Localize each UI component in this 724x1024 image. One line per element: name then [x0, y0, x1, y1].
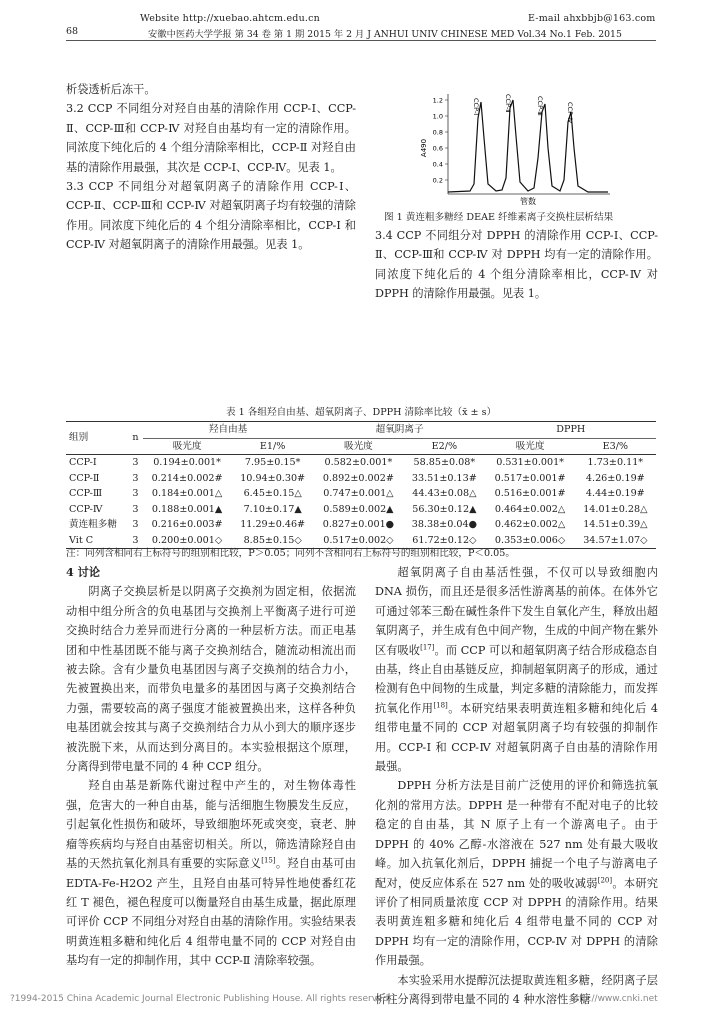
th-sub: 吸光度 — [486, 438, 575, 455]
text-span: 。而 CCP 可以和超氧阴离子结合形成稳态自由基，终止自由基链反应，抑制超氧阴离子的形成，通过检测有色中间物的生成量，判定多糖的清除能力，而发挥抗氧化作用 — [375, 643, 658, 715]
y-tick-label: 0.6 — [432, 144, 443, 153]
copyright-text: ?1994-2015 China Academic Journal Electronic Publishing House. All rights reserved. — [10, 994, 392, 1004]
table-cell: 0.516±0.001# — [494, 488, 566, 499]
section-3-4: 3.4 CCP 不同组分对 DPPH 的清除作用 CCP-Ⅰ、CCP-Ⅱ、CCP-Ⅲ和 CCP-Ⅳ 对 DPPH 均有一定的清除作用。同浓度下纯化后的 4 个组分清除率相比，CCP-Ⅳ 对 DPPH 的清除作用最强。见表 1。 — [375, 229, 658, 301]
superoxide-paragraph — [375, 563, 658, 776]
citation: [17] — [420, 642, 435, 651]
journal-line: 安徽中医药大学学报 第 34 卷 第 1 期 2015 年 2 月 J ANHUI UNIV CHINESE MED Vol.34 No.1 Feb. 2015 — [148, 29, 622, 40]
page-number: 68 — [66, 26, 79, 37]
table-1 — [66, 421, 656, 549]
right-column-upper — [375, 226, 658, 304]
x-axis-label: 管数 — [520, 197, 536, 206]
discussion-paragraph-2 — [66, 776, 356, 970]
table-cell: 56.30±0.12▲ — [412, 503, 477, 515]
peak-label-ccp-3: CCP-Ⅲ — [536, 96, 544, 116]
peak-label-ccp-4: CCP-Ⅳ — [566, 102, 574, 124]
table-cell: 14.51±0.39△ — [583, 519, 648, 530]
table-cell: 11.29±0.46# — [240, 519, 306, 530]
text-span: DPPH 分析方法是目前广泛使用的评价和筛选抗氧化剂的常用方法。DPPH 是一种带有不配对电子的比较稳定的自由基，其 N 原子上有一个游离电子。由于 DPPH 的 40% 乙醇-水溶液在 527 nm 处有最大吸收峰。加入抗氧化剂后，DPPH 捕捉一个电子与游离电子配对，使反应体系在 527 nm 处的吸收减弱 — [375, 779, 658, 890]
table-row — [66, 517, 656, 533]
y-tick-label: 1.0 — [432, 112, 443, 121]
table-cell: 7.95±0.15* — [244, 457, 301, 468]
th-sub: E3/% — [575, 438, 656, 455]
table-cell: 4.44±0.19# — [585, 488, 645, 499]
th-hydroxyl: 羟自由基 — [143, 422, 314, 439]
table-cell: 0.462±0.002△ — [494, 519, 566, 530]
table-cell: 14.01±0.28△ — [583, 503, 648, 515]
table-cell: 10.94±0.30# — [240, 472, 306, 484]
th-group: 组别 — [66, 422, 128, 455]
table-cell: 34.57±1.07◇ — [575, 533, 656, 549]
right-column-lower — [375, 563, 658, 1009]
row-n: 3 — [132, 519, 139, 530]
th-sub: E1/% — [232, 438, 314, 455]
text-span: 。本研究评价了相同质量浓度 CCP 对 DPPH 的清除作用。结果表明黄连粗多糖和纯化后 4 组带电量不同的 CCP 对 DPPH 均有一定的清除作用，CCP-Ⅳ 对 DPPH 的清除作用最强。 — [375, 876, 658, 968]
table-cell: 0.214±0.002# — [151, 472, 223, 484]
table-cell: 0.200±0.001◇ — [143, 533, 232, 549]
table-row — [66, 502, 656, 518]
th-sub: E2/% — [403, 438, 485, 455]
figure-1-caption: 图 1 黄连粗多糖经 DEAE 纤维素离子交换柱层析结果 — [384, 212, 614, 223]
table-cell: 8.85±0.15◇ — [232, 533, 314, 549]
table-cell: 0.353±0.006◇ — [486, 533, 575, 549]
elution-curve — [448, 100, 608, 192]
row-n: 3 — [132, 472, 139, 484]
y-tick-label: 1.2 — [432, 96, 443, 105]
y-tick-label: 0.4 — [432, 160, 443, 169]
table-cell: 0.892±0.002# — [322, 472, 394, 484]
row-label: CCP-Ⅳ — [69, 503, 103, 515]
row-label: Vit C — [66, 533, 128, 549]
table-row — [66, 471, 656, 487]
table-cell: 0.747±0.001△ — [323, 488, 394, 499]
table-1-title: 表 1 各组羟自由基、超氧阴离子、DPPH 清除率比较（x̄ ± s） — [226, 407, 497, 418]
peak-label-ccp-2: CCP-Ⅱ — [504, 94, 512, 113]
table-cell: 61.72±0.12◇ — [403, 533, 485, 549]
table-row — [66, 486, 656, 502]
discussion-paragraph-1: 阴离子交换层析是以阴离子交换剂为固定相，依据流动相中组分所含的负电基团与交换剂上平衡离子进行可逆交换时结合力差异而进行分离的一种层析方法。而正电基团和中性基团既不能与离子交换剂结合，随流动相流出而被去除。含有少量负电基团因与离子交换剂的结合力小，先被置换出来，而带负电量多的基团因与离子交换剂结合力强，需要较高的离子强度才能被置换出来，这样各种负电基团就会按其与离子交换剂结合力从小到大的顺序逐步被洗脱下来，从而达到分离目的。本实验根据这个原理，分离得到带电量不同的 4 种 CCP 组分。 — [66, 585, 356, 774]
table-body — [66, 455, 656, 549]
table-cell: 0.827±0.001● — [322, 519, 395, 530]
row-n: 3 — [132, 457, 139, 468]
row-n: 3 — [128, 533, 142, 549]
citation: [20] — [597, 875, 613, 884]
table-cell: 6.45±0.15△ — [243, 488, 302, 499]
table-cell: 33.51±0.13# — [411, 472, 477, 484]
th-superoxide: 超氧阴离子 — [314, 422, 486, 439]
text-span: 超氧阴离子自由基活性强，不仅可以导致细胞内 DNA 损伤，而且还是很多活性游离基的前体。在体外它可通过邻苯三酚在碱性条件下发生自氧化产生，释放出超氧阴离子，并生成有色中间产物，生成的中间产物在紫外区有吸收 — [375, 566, 658, 657]
table-cell: 0.184±0.001△ — [151, 488, 223, 499]
text-span: 。羟自由基可由 EDTA-Fe-H2O2 产生，且羟自由基可特异性地使番红花红 T 褪色，褪色程度可以衡量羟自由基生成量，据此原理可评价 CCP 不同组分对羟自由基的清除作用。实验结果表明黄连粗多糖和纯化后 4 组带电量不同的 CCP 对羟自由基均有一定的抑制作用，其中 CCP-Ⅱ 清除率较强。 — [66, 857, 356, 968]
header-rule — [66, 40, 656, 41]
th-n: n — [128, 422, 142, 455]
footer-url[interactable]: http://www.cnki.net — [570, 994, 658, 1004]
header-email: E-mail ahxbbjb@163.com — [528, 13, 656, 24]
row-label: CCP-Ⅱ — [69, 472, 100, 484]
section-3-3: 3.3 CCP 不同组分对超氧阴离子的清除作用 CCP-Ⅰ、CCP-Ⅱ、CCP-Ⅲ和 CCP-Ⅳ 对超氧阴离子均有较强的清除作用。同浓度下纯化后的 4 个组分清除率相比，CCP-Ⅰ 和 CCP-Ⅳ 对超氧阴离子的清除作用最强。见表 1。 — [66, 180, 356, 252]
th-sub: 吸光度 — [314, 438, 403, 455]
citation: [15] — [261, 856, 276, 865]
y-ticks — [433, 97, 448, 185]
table-cell: 4.26±0.19# — [585, 472, 645, 484]
y-tick-label: 0.2 — [432, 176, 443, 185]
table-cell: 0.517±0.001# — [494, 472, 566, 484]
text-span: 。本研究结果表明黄连粗多糖和纯化后 4 组带电量不同的 CCP 对超氧阴离子均有较强的抑制作用。CCP-Ⅰ 和 CCP-Ⅳ 对超氧阴离子自由基的清除作用最强。 — [375, 701, 658, 774]
conclusion-paragraph: 本实验采用水提醇沉法提取黄连粗多糖，经阴离子层析柱分离得到带电量不同的 4 种水溶性多糖 — [375, 973, 658, 1006]
table-row — [66, 455, 656, 471]
table-cell: 38.38±0.04● — [411, 519, 477, 530]
y-axis-label: A490 — [420, 138, 428, 158]
row-label: CCP-Ⅲ — [69, 488, 103, 499]
table-cell: 0.517±0.002◇ — [314, 533, 403, 549]
left-column-upper — [66, 80, 356, 255]
th-sub: 吸光度 — [143, 438, 232, 455]
figure-1-chromatogram — [418, 88, 618, 206]
section-4-heading: 4 讨论 — [66, 565, 101, 579]
table-cell: 0.188±0.001▲ — [151, 503, 223, 515]
y-tick-label: 0.8 — [432, 128, 443, 137]
table-cell: 0.216±0.003# — [151, 519, 223, 530]
th-dpph: DPPH — [486, 422, 656, 439]
header-website: Website http://xuebao.ahtcm.edu.cn — [140, 13, 320, 24]
row-label: 黄连粗多糖 — [69, 519, 117, 530]
table-cell: 44.43±0.08△ — [412, 488, 477, 499]
row-n: 3 — [132, 488, 139, 499]
table-cell: 58.85±0.08* — [413, 457, 476, 468]
table-cell: 0.531±0.001* — [496, 457, 564, 468]
table-cell: 0.589±0.002▲ — [323, 503, 394, 515]
table-cell: 0.582±0.001* — [324, 457, 393, 468]
row-label: CCP-Ⅰ — [69, 457, 97, 468]
table-cell: 1.73±0.11* — [587, 457, 644, 468]
paragraph-dialysis: 析袋透析后冻干。 — [66, 83, 156, 96]
table-cell: 0.194±0.001* — [153, 457, 221, 468]
text-span: 羟自由基是新陈代谢过程中产生的，对生物体毒性强，危害大的一种自由基，能与活细胞生物膜发生反应，引起氧化性损伤和破坏，导致细胞坏死或突变，衰老、肿瘤等疾病均与羟自由基密切相关。所以，筛选清除羟自由基的天然抗氧化剂具有重要的实际意义 — [66, 779, 356, 871]
section-3-2: 3.2 CCP 不同组分对羟自由基的清除作用 CCP-Ⅰ、CCP-Ⅱ、CCP-Ⅲ和 CCP-Ⅳ 对羟自由基均有一定的清除作用。同浓度下纯化后的 4 个组分清除率相比，CCP-Ⅱ 对羟自由基的清除作用最强，其次是 CCP-Ⅰ、CCP-Ⅳ。见表 1。 — [66, 102, 356, 174]
row-n: 3 — [132, 503, 139, 515]
dpph-paragraph — [375, 776, 658, 970]
table-cell: 7.10±0.17▲ — [243, 503, 302, 515]
table-cell: 0.464±0.002△ — [494, 503, 566, 515]
citation: [18] — [433, 701, 448, 710]
table-note: 注：同列含相同右上标符号的组别相比较，P＞0.05；同列不含相同右上标符号的组别相比较，P＜0.05。 — [66, 548, 515, 559]
peak-label-ccp-1: CCP-Ⅰ — [472, 98, 480, 116]
left-column-discussion — [66, 563, 356, 971]
